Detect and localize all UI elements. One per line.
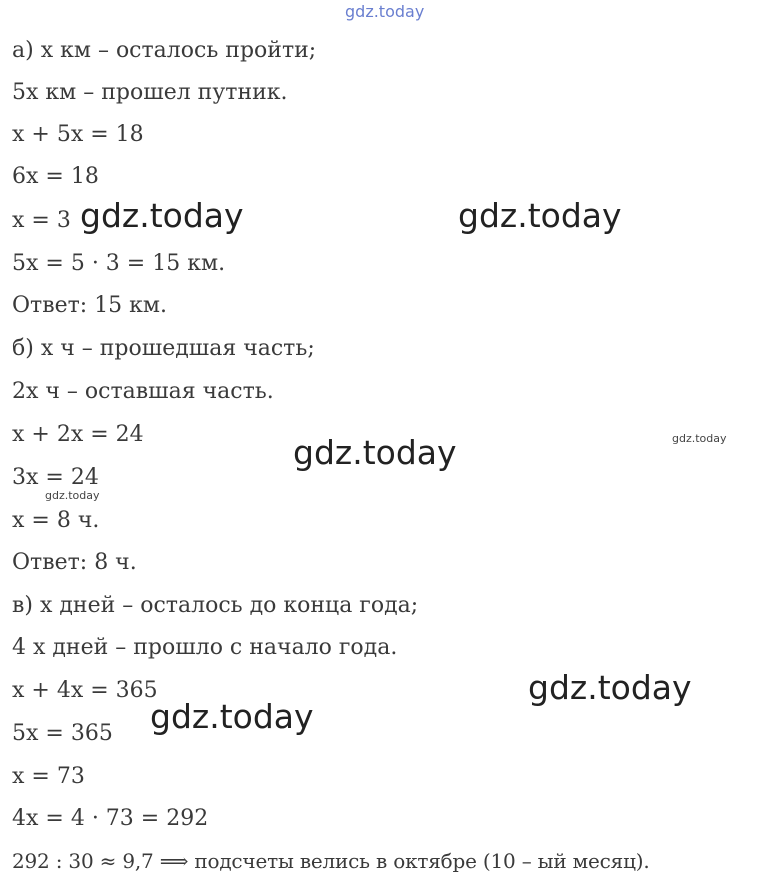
solution-line-15: 4 x дней – прошло с начало года. <box>12 635 398 660</box>
solution-line-3: x + 5x = 18 <box>12 122 144 147</box>
solution-line-6: 5x = 5 · 3 = 15 км. <box>12 251 226 276</box>
solution-line-14: в) x дней – осталось до конца года; <box>12 593 419 618</box>
solution-line-19: 4x = 4 · 73 = 292 <box>12 806 209 831</box>
solution-line-17: 5x = 365 <box>12 721 113 746</box>
solution-line-9: 2x ч – оставшая часть. <box>12 379 274 404</box>
solution-line-2: 5x км – прошел путник. <box>12 80 288 105</box>
solution-line-10: x + 2x = 24 <box>12 422 144 447</box>
solution-line-4: 6x = 18 <box>12 164 99 189</box>
watermark-small-1: gdz.today <box>672 432 727 445</box>
solution-line-1: а) x км – осталось пройти; <box>12 38 317 63</box>
solution-line-11: 3x = 24 <box>12 465 99 490</box>
watermark-1: gdz.today <box>80 196 244 235</box>
watermark-top: gdz.today <box>345 2 425 21</box>
solution-line-13: Ответ: 8 ч. <box>12 550 137 575</box>
watermark-2: gdz.today <box>458 196 622 235</box>
solution-line-5: x = 3 <box>12 208 71 233</box>
solution-line-20: 292 : 30 ≈ 9,7 ⟹ подсчеты велись в октябре (10 – ый месяц). <box>12 849 650 873</box>
watermark-small-2: gdz.today <box>45 489 100 502</box>
solution-line-16: x + 4x = 365 <box>12 678 158 703</box>
solution-line-7: Ответ: 15 км. <box>12 293 168 318</box>
watermark-3: gdz.today <box>293 433 457 472</box>
solution-line-12: x = 8 ч. <box>12 508 100 533</box>
solution-line-18: x = 73 <box>12 764 85 789</box>
solution-line-8: б) x ч – прошедшая часть; <box>12 336 315 361</box>
watermark-4: gdz.today <box>528 668 692 707</box>
watermark-5: gdz.today <box>150 697 314 736</box>
